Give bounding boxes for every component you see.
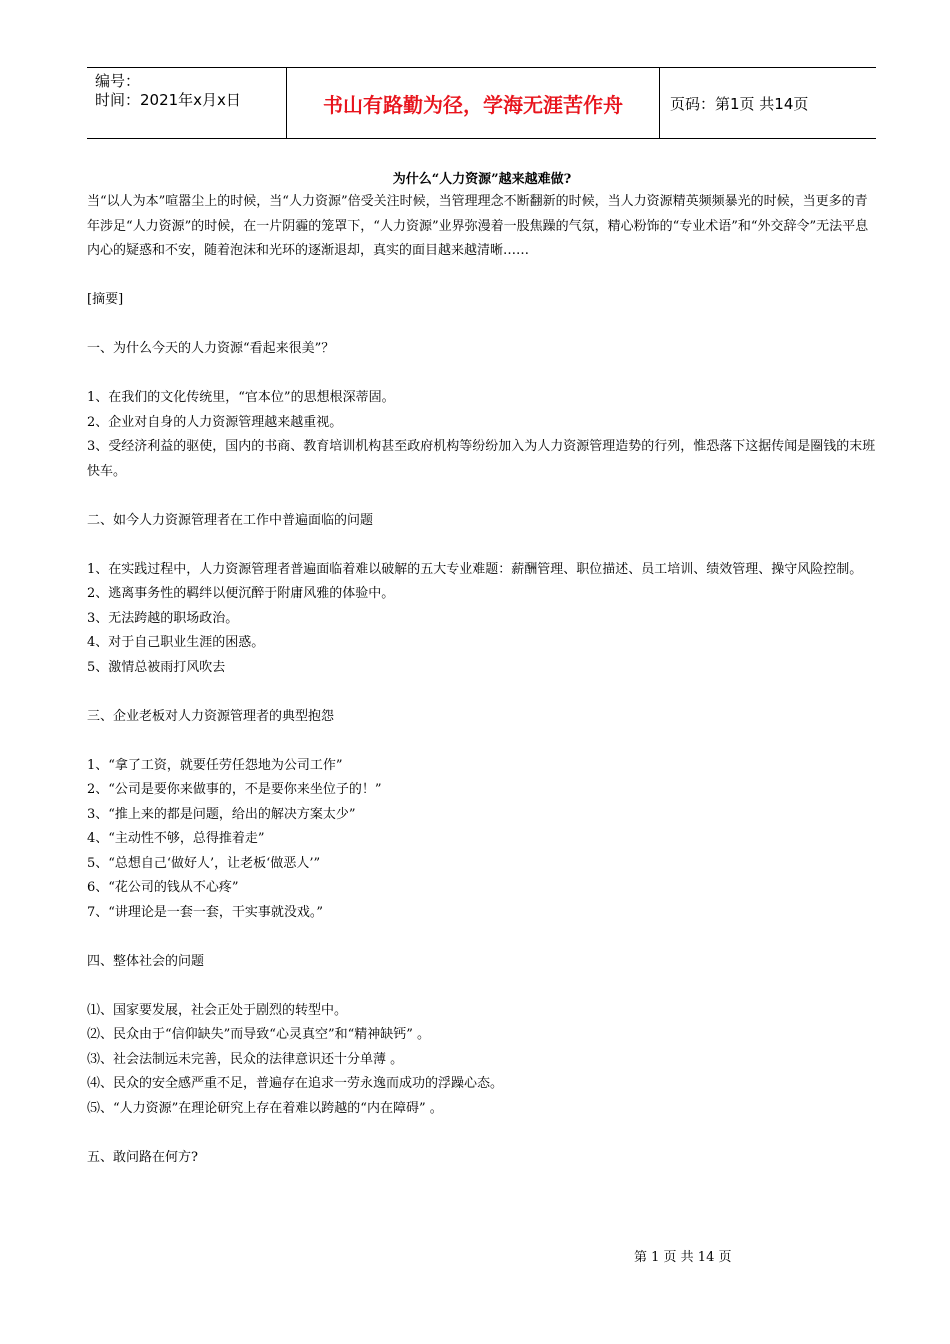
list-item: 5、激情总被雨打风吹去 (87, 659, 226, 675)
section-heading: 四、整体社会的问题 (87, 953, 205, 969)
header-meta (87, 68, 287, 138)
document-title: 为什么“人力资源”越来越难做? (392, 172, 572, 187)
section-4 (87, 950, 877, 1146)
summary-label: [摘要] (87, 292, 124, 307)
list-item: 3、“推上来的都是问题，给出的解决方案太少” (87, 806, 356, 822)
list-item: 1、“拿了工资，就要任劳任怨地为公司工作” (87, 757, 343, 773)
section-heading: 五、敢问路在何方? (87, 1149, 198, 1165)
intro-paragraph: 当“以人为本”喧嚣尘上的时候，当“人力资源”倍受关注时候，当管理理念不断翻新的时候，当人力资源精英频频暴光的时候，当更多的青年涉足“人力资源”的时候，在一片阴霾的笼罩下，“人力资源”业界弥漫着一股焦躁的气氛，精心粉饰的“专业术语”和“外交辞令”无法平息内心的疑惑和不安，随着泡沫和光环的逐渐退却，真实的面目越来越清晰…… (87, 194, 869, 258)
list-item: 1、在实践过程中，人力资源管理者普遍面临着难以破解的五大专业难题：薪酬管理、职位描述、员工培训、绩效管理、操守风险控制。 (87, 561, 863, 577)
page-header (87, 67, 876, 139)
section-5 (87, 1146, 877, 1171)
list-item: ⑷、民众的安全感严重不足，普遍存在追求一劳永逸而成功的浮躁心态。 (87, 1076, 504, 1091)
section-3 (87, 705, 877, 950)
list-item: ⑸、“人力资源”在理论研究上存在着难以跨越的“内在障碍” 。 (87, 1100, 443, 1116)
document-time: 时间：2021年x月x日 (95, 91, 241, 109)
section-heading: 二、如今人力资源管理者在工作中普遍面临的问题 (87, 512, 374, 528)
list-item: 2、“公司是要你来做事的，不是要你来坐位子的！” (87, 782, 382, 797)
list-item: ⑵、民众由于“信仰缺失”而导致“心灵真空”和“精神缺钙” 。 (87, 1027, 431, 1042)
list-item: 6、“花公司的钱从不心疼” (87, 880, 239, 895)
list-item: 4、对于自己职业生涯的困惑。 (87, 635, 265, 650)
header-motto: 书山有路勤为径，学海无涯苦作舟 (287, 68, 660, 138)
section-heading: 三、企业老板对人力资源管理者的典型抱怨 (87, 708, 335, 724)
list-item: 3、受经济利益的驱使，国内的书商、教育培训机构甚至政府机构等纷纷加入为人力资源管理造势的行列，惟恐落下这据传闻是圈钱的末班快车。 (87, 439, 876, 479)
list-item: ⑶、社会法制远未完善，民众的法律意识还十分单薄 。 (87, 1051, 404, 1067)
list-item: 4、“主动性不够，总得推着走” (87, 831, 265, 846)
section-2 (87, 509, 877, 705)
list-item: 1、在我们的文化传统里，“官本位”的思想根深蒂固。 (87, 390, 395, 405)
document-body (87, 170, 877, 1170)
list-item: 7、“讲理论是一套一套，干实事就没戏。” (87, 904, 324, 920)
list-item: 5、“总想自己‘做好人’，让老板‘做恶人’” (87, 855, 321, 871)
page-footer: 第 1 页 共 14 页 (634, 1250, 732, 1265)
list-item: ⑴、国家要发展，社会正处于剧烈的转型中。 (87, 1002, 348, 1018)
list-item: 2、逃离事务性的羁绊以便沉醉于附庸风雅的体验中。 (87, 586, 395, 601)
header-page-number: 页码：第1页 共14页 (670, 94, 809, 113)
list-item: 2、企业对自身的人力资源管理越来越重视。 (87, 414, 343, 430)
list-item: 3、无法跨越的职场政治。 (87, 610, 239, 626)
section-1 (87, 337, 877, 509)
section-heading: 一、为什么今天的人力资源“看起来很美”？ (87, 341, 335, 356)
document-number: 编号： (95, 72, 141, 90)
